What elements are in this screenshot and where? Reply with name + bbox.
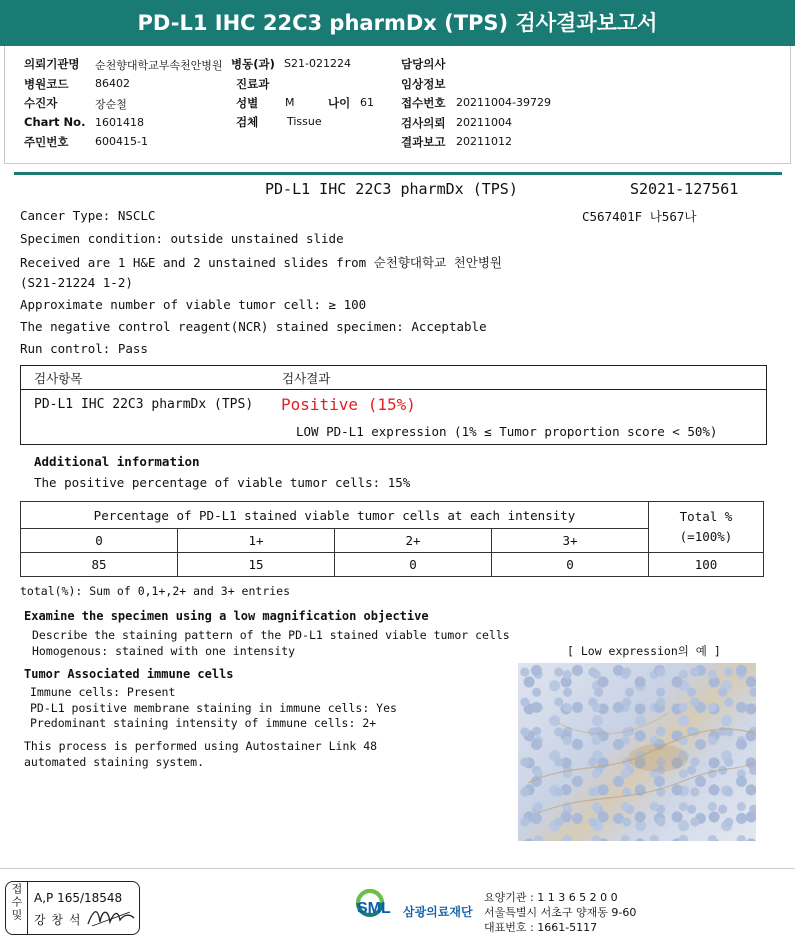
hospital-code-value: 86402 — [95, 77, 130, 90]
request-value: 20211004 — [456, 116, 512, 129]
received-text: Received are 1 H&E and 2 unstained slides from 순천향대학교 천안병원 — [20, 255, 502, 270]
sml-logo-text: SML — [357, 900, 391, 917]
examinee-label: 수진자 — [24, 96, 58, 110]
stain-overlay — [518, 663, 756, 841]
result-table-divider — [20, 389, 767, 390]
total-note: total(%): Sum of 0,1+,2+ and 3+ entries — [20, 584, 291, 598]
immune-line3: Predominant staining intensity of immune cells: 2+ — [30, 716, 377, 730]
org-address: 서울특별시 서초구 양재동 9-60 — [484, 906, 637, 919]
value-3: 0 — [492, 553, 649, 577]
result-interpretation: LOW PD-L1 expression (1% ≤ Tumor proportion score < 50%) — [296, 424, 718, 439]
org-name: 삼광의료재단 — [403, 905, 473, 919]
intensity-3: 3+ — [492, 529, 649, 553]
result-positive: Positive (15%) — [281, 395, 416, 414]
block-id: C567401F 나567나 — [582, 209, 697, 224]
id-label: 주민번호 — [24, 135, 69, 149]
value-1: 15 — [178, 553, 335, 577]
clinical-label: 임상정보 — [401, 77, 446, 91]
age-label: 나이 — [328, 96, 351, 110]
value-total: 100 — [649, 553, 764, 577]
received-ref: (S21-21224 1-2) — [20, 275, 133, 290]
chart-value: 1601418 — [95, 116, 144, 129]
process-line2: automated staining system. — [24, 755, 205, 769]
intensity-2: 2+ — [335, 529, 492, 553]
stamp-ref: A,P 165/18548 — [34, 891, 123, 905]
institution-value: 순천향대학교부속천안병원 — [95, 59, 223, 72]
specimen-label: 검체 — [236, 115, 259, 129]
ward-label: 병동(과) — [231, 57, 275, 71]
intensity-table — [20, 501, 764, 577]
report-title: PD-L1 IHC 22C3 pharmDx (TPS) 검사결과보고서 — [0, 0, 795, 46]
footer-divider — [0, 868, 795, 869]
col-item-header: 검사항목 — [34, 371, 83, 386]
immune-line2: PD-L1 positive membrane staining in immune cells: Yes — [30, 701, 397, 715]
immune-line1: Immune cells: Present — [30, 685, 176, 699]
sex-value: M — [285, 96, 295, 109]
col-result-header: 검사결과 — [282, 371, 331, 386]
ncr-text: The negative control reagent(NCR) stained specimen: Acceptable — [20, 319, 487, 334]
value-0: 85 — [21, 553, 178, 577]
report-number: S2021-127561 — [630, 180, 739, 198]
intensity-table-header: Percentage of PD-L1 stained viable tumor cells at each intensity — [21, 502, 649, 529]
sex-label: 성별 — [236, 96, 259, 110]
examinee-value: 장순철 — [95, 98, 127, 111]
image-caption: [ Low expression의 예 ] — [567, 644, 721, 658]
report-date-label: 결과보고 — [401, 135, 446, 149]
receipt-value: 20211004-39729 — [456, 96, 551, 109]
intensity-0: 0 — [21, 529, 178, 553]
immune-heading: Tumor Associated immune cells — [24, 667, 234, 681]
value-2: 0 — [335, 553, 492, 577]
test-name: PD-L1 IHC 22C3 pharmDx (TPS) — [265, 180, 518, 198]
receipt-label: 접수번호 — [401, 96, 446, 110]
cancer-type: Cancer Type: NSCLC — [20, 208, 156, 223]
agency-number: 요양기관 : 1 1 3 6 5 2 0 0 — [484, 891, 618, 904]
id-value: 600415-1 — [95, 135, 148, 148]
result-item: PD-L1 IHC 22C3 pharmDx (TPS) — [34, 397, 254, 412]
examine-heading: Examine the specimen using a low magnification objective — [24, 609, 429, 623]
stamp-label-text: 접수및 — [10, 883, 23, 922]
specimen-value: Tissue — [287, 115, 322, 128]
org-phone: 대표번호 : 1661-5117 — [484, 921, 598, 934]
intensity-1: 1+ — [178, 529, 335, 553]
run-control: Run control: Pass — [20, 341, 148, 356]
doctor-label: 담당의사 — [401, 57, 446, 71]
request-label: 검사의뢰 — [401, 116, 446, 130]
ward-value: S21-021224 — [284, 57, 351, 70]
stamp-name: 강 창 석 — [34, 913, 82, 927]
section-divider — [14, 172, 782, 175]
total-header-line1: Total % — [679, 509, 733, 524]
department-label: 진료과 — [236, 77, 270, 91]
specimen-condition: Specimen condition: outside unstained slide — [20, 231, 344, 246]
viable-cells: Approximate number of viable tumor cell: ≥ 100 — [20, 297, 367, 312]
total-header-line2: (=100%) — [679, 529, 733, 544]
stamp-label — [6, 882, 28, 934]
age-value: 61 — [360, 96, 374, 109]
hospital-code-label: 병원코드 — [24, 77, 69, 91]
chart-label: Chart No. — [24, 115, 86, 129]
additional-heading: Additional information — [34, 454, 200, 469]
examine-line2: Homogenous: stained with one intensity — [32, 644, 296, 658]
handwritten-signature — [86, 904, 136, 930]
total-header — [649, 502, 764, 553]
process-line1: This process is performed using Autostainer Link 48 — [24, 739, 378, 753]
institution-label: 의뢰기관명 — [24, 57, 80, 71]
examine-line1: Describe the staining pattern of the PD-L1 stained viable tumor cells — [32, 628, 510, 642]
report-date-value: 20211012 — [456, 135, 512, 148]
additional-text: The positive percentage of viable tumor cells: 15% — [34, 475, 411, 490]
ihc-micrograph-image — [518, 663, 756, 841]
